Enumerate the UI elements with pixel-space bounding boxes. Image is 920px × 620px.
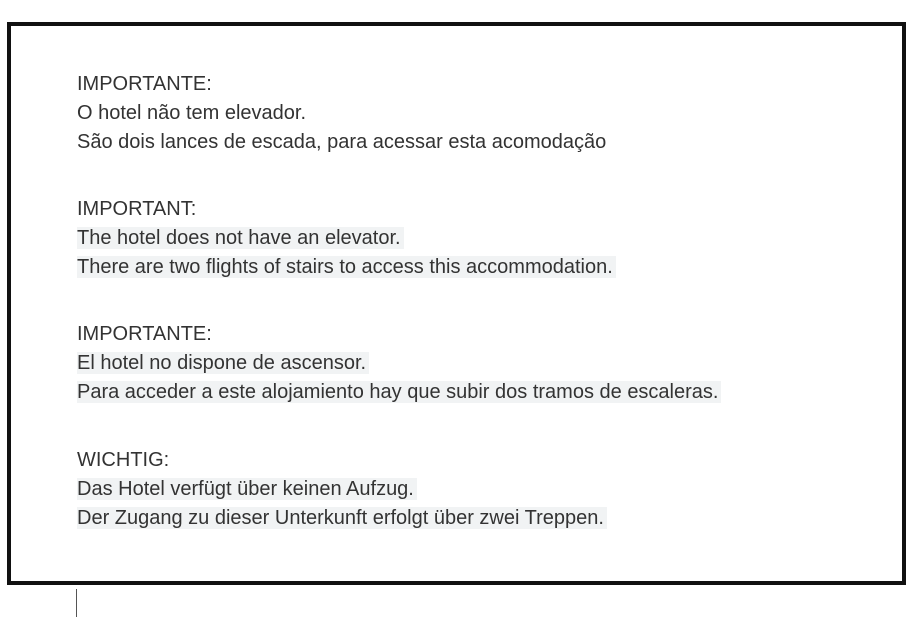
notice-line: There are two flights of stairs to access this accommodation. [77, 256, 616, 278]
notice-line: Der Zugang zu dieser Unterkunft erfolgt über zwei Treppen. [77, 507, 607, 529]
notice-line: Das Hotel verfügt über keinen Aufzug. [77, 478, 417, 500]
notice-line: Para acceder a este alojamiento hay que subir dos tramos de escaleras. [77, 381, 721, 403]
notice-line: El hotel no dispone de ascensor. [77, 352, 369, 374]
notice-line: São dois lances de escada, para acessar esta acomodação [77, 131, 607, 153]
notice-line: The hotel does not have an elevator. [77, 227, 404, 249]
notice-english [77, 195, 897, 282]
notice-german [77, 446, 897, 533]
notice-heading: IMPORTANT: [77, 198, 197, 220]
notice-portuguese [77, 70, 897, 157]
notice-spanish [77, 320, 897, 407]
notice-heading: IMPORTANTE: [77, 73, 212, 95]
text-cursor[interactable] [76, 589, 77, 617]
notice-heading: WICHTIG: [77, 449, 170, 471]
notice-heading: IMPORTANTE: [77, 323, 212, 345]
notice-line: O hotel não tem elevador. [77, 102, 307, 124]
notice-box [7, 22, 906, 585]
